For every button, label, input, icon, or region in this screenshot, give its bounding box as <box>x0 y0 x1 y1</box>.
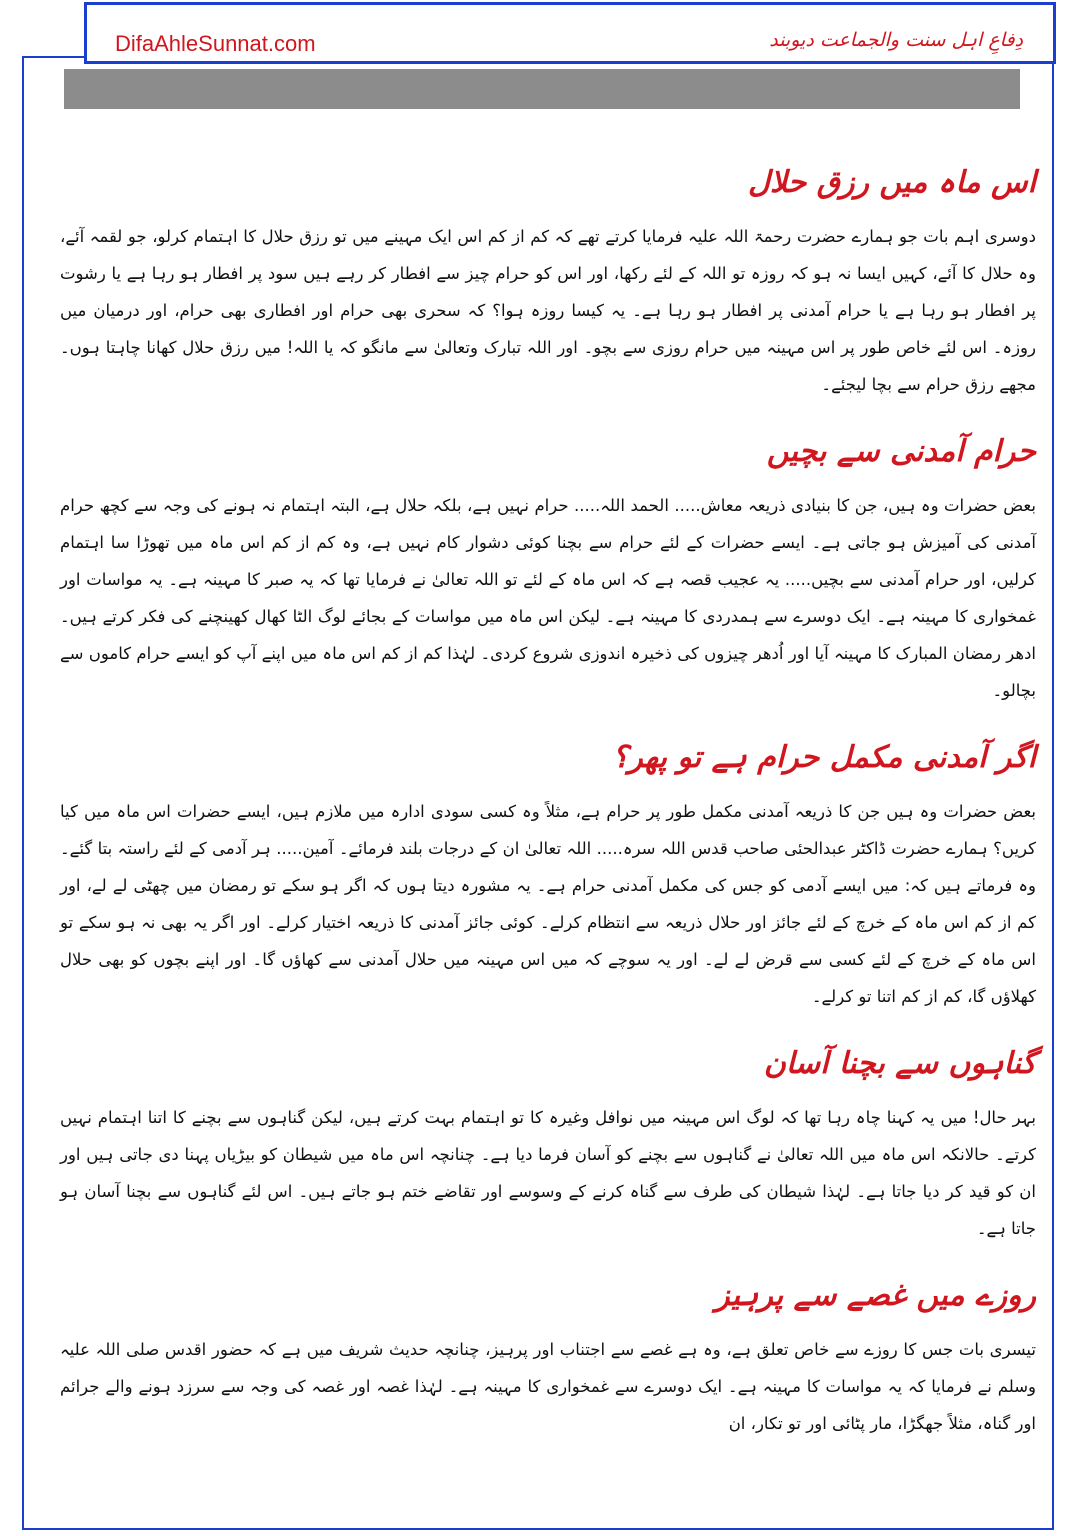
section-avoid-anger <box>60 1273 1036 1442</box>
section-heading: روزے میں غصے سے پرہیز <box>715 1278 1036 1313</box>
section-fully-haram-income <box>60 735 1036 1015</box>
section-heading: حرام آمدنی سے بچیں <box>766 434 1036 469</box>
section-avoiding-sins <box>60 1041 1036 1247</box>
site-url-link[interactable]: DifaAhleSunnat.com <box>115 31 316 56</box>
section-avoid-haram-income <box>60 429 1036 709</box>
site-title: دِفاعِ اہل سنت والجماعت دیوبند <box>769 29 1023 51</box>
section-paragraph: بہر حال! میں یہ کہنا چاہ رہا تھا کہ لوگ اس مہینہ میں نوافل وغیرہ کا تو اہتمام بہت کرتے ہیں، لیکن گناہوں سے بچنے کا اتنا اہتمام نہیں کرتے۔ حالانکہ اس ماہ میں اللہ تعالیٰ نے گناہوں سے بچنے کو آسان فرما دیا ہے۔ چنانچہ اس ماہ میں شیطان کو بیڑیاں پہنا دی جاتی ہیں اور ان کو قید کر دیا جاتا ہے۔ لہٰذا شیطان کی طرف سے گناہ کرنے کے وسوسے اور تقاضے ختم ہو جاتے ہیں۔ اس لئے گناہوں سے بچنا آسان ہو جاتا ہے۔ <box>60 1108 1036 1238</box>
header-divider-bar <box>64 69 1020 109</box>
section-halal-rizq <box>60 160 1036 403</box>
article-body <box>60 160 1036 1468</box>
section-paragraph: تیسری بات جس کا روزے سے خاص تعلق ہے، وہ ہے غصے سے اجتناب اور پرہیز، چنانچہ حدیث شریف میں ہے کہ حضور اقدس صلی اللہ علیہ وسلم نے فرمایا کہ یہ مواسات کا مہینہ ہے۔ ایک دوسرے سے غمخواری کا مہینہ ہے۔ لہٰذا غصہ اور غصہ کی وجہ سے سرزد ہونے والے جرائم اور گناہ، مثلاً جھگڑا، مار پٹائی اور تو تکار، ان <box>60 1340 1036 1433</box>
section-heading: اگر آمدنی مکمل حرام ہے تو پھر؟ <box>612 740 1036 775</box>
section-paragraph: بعض حضرات وہ ہیں جن کا ذریعہ آمدنی مکمل طور پر حرام ہے، مثلاً وہ کسی سودی ادارہ میں ملازم ہیں، ایسے حضرات اس ماہ میں کیا کریں؟ ہمارے حضرت ڈاکٹر عبدالحئی صاحب قدس اللہ سرہ..... اللہ تعالیٰ ان کے درجات بلند فرمائے۔ آمین..... ہر آدمی کے لئے راستہ بتا گئے۔ وہ فرماتے ہیں کہ: میں ایسے آدمی کو جس کی مکمل آمدنی حرام ہے۔ یہ مشورہ دیتا ہوں کہ اگر ہو سکے تو رمضان میں چھٹی لے لے، اور کم از کم اس ماہ کے خرچ کے لئے جائز اور حلال ذریعہ سے انتظام کرلے۔ کوئی جائز آمدنی کا ذریعہ اختیار کرلے۔ اور اگر یہ بھی نہ ہو سکے تو اس ماہ کے خرچ کے لئے کسی سے قرض لے لے۔ اور یہ سوچے کہ میں اس مہینہ میں حلال آمدنی سے کھاؤں گا۔ اور اپنے بچوں کو بھی حلال کھلاؤں گا، کم از کم اتنا تو کرلے۔ <box>60 802 1036 1006</box>
section-paragraph: بعض حضرات وہ ہیں، جن کا بنیادی ذریعہ معاش..... الحمد اللہ..... حرام نہیں ہے، بلکہ حلال ہے، البتہ اہتمام نہ ہونے کی وجہ سے کچھ حرام آمدنی کی آمیزش ہو جاتی ہے۔ ایسے حضرات کے لئے حرام سے بچنا کوئی دشوار کام نہیں ہے، وہ کم از کم اس ماہ میں تھوڑا سا اہتمام کرلیں، اور حرام آمدنی سے بچیں..... یہ عجیب قصہ ہے کہ اس ماہ کے لئے تو اللہ تعالیٰ نے فرمایا تھا کہ یہ صبر کا مہینہ ہے۔ یہ مواسات اور غمخواری کا مہینہ ہے۔ ایک دوسرے سے ہمدردی کا مہینہ ہے۔ لیکن اس ماہ میں مواسات کے بجائے لوگ الٹا کھال کھینچنے کی فکر کرتے ہیں۔ ادھر رمضان المبارک کا مہینہ آیا اور اُدھر چیزوں کی ذخیرہ اندوزی شروع کردی۔ لہٰذا کم از کم اس ماہ میں اپنے آپ کو ایسے حرام کاموں سے بچالو۔ <box>60 496 1036 700</box>
section-heading: گناہوں سے بچنا آسان <box>763 1046 1036 1081</box>
section-paragraph: دوسری اہم بات جو ہمارے حضرت رحمۃ اللہ علیہ فرمایا کرتے تھے کہ کم از کم اس ایک مہینے میں تو رزق حلال کا اہتمام کرلو، جو لقمہ آئے، وہ حلال کا آئے، کہیں ایسا نہ ہو کہ روزہ تو اللہ کے لئے رکھا، اور اس کو حرام چیز سے افطار کر رہے ہیں سود پر افطار ہو رہا ہے یا رشوت پر افطار ہو رہا ہے یا حرام آمدنی پر افطار ہو رہا ہے۔ یہ کیسا روزہ ہوا؟ کہ سحری بھی حرام اور افطاری بھی حرام، اور درمیان میں روزہ۔ اس لئے خاص طور پر اس مہینہ میں حرام روزی سے بچو۔ اور اللہ تبارک وتعالیٰ سے مانگو کہ یا اللہ! میں رزق حلال کھانا چاہتا ہوں۔ مجھے رزق حرام سے بچا لیجئے۔ <box>60 227 1036 394</box>
page-header <box>84 2 1056 64</box>
section-heading: اس ماہ میں رزق حلال <box>748 165 1036 200</box>
